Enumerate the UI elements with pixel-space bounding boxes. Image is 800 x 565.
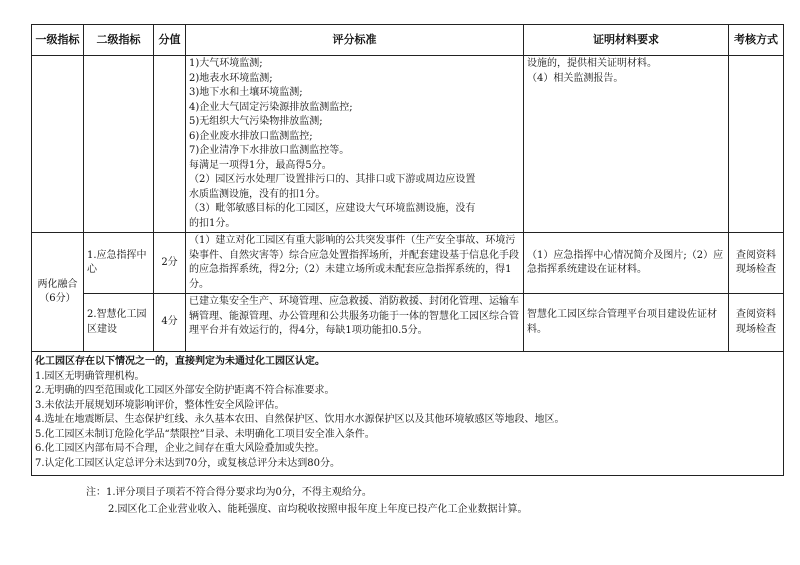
disqualify-row [32,352,784,476]
header-level2: 二级指标 [84,25,154,56]
disqualify-item: 1.园区无明确管理机构。 [35,370,145,382]
footnote-item: 2.园区化工企业营业收入、能耗强度、亩均税收按照申报年度上年度已投产化工企业数据计算。 [108,504,528,515]
level1-cell [32,233,84,352]
header-method: 考核方式 [729,25,784,56]
method-cell: 查阅资料现场检查 [729,294,784,352]
criteria-cell: 已建立集安全生产、环境管理、应急救援、消防救援、封闭化管理、运输车辆管理、能源管理、办公管理和公共服务功能于一体的智慧化工园区综合管理平台并有效运行的，得4分，每缺1项功能扣0.5分。 [186,294,524,352]
score-cell: 2分 [154,233,186,294]
criteria-line: 的扣1分。 [189,217,236,229]
header-score: 分值 [154,25,186,56]
table-row [32,233,784,294]
criteria-line: 1)大气环境监测; [189,58,263,69]
criteria-line: 4)企业大气固定污染源排放监测监控; [189,101,353,113]
criteria-line: 7)企业清净下水排放口监测监控等。 [189,145,350,156]
disqualify-item: 5.化工园区未制订危险化学品“禁限控”目录、未明确化工项目安全准入条件。 [35,428,375,440]
disqualify-item: 3.未依法开展规划环境影响评价，整体性安全风险评估。 [35,399,285,411]
disqualify-item: 2.无明确的四至范围或化工园区外部安全防护距离不符合标准要求。 [35,385,335,396]
evaluation-table [31,24,784,476]
method-cell: 查阅资料现场检查 [729,233,784,294]
header-evidence: 证明材料要求 [524,25,729,56]
criteria-cell: （1）建立对化工园区有重大影响的公共突发事件（生产安全事故、环境污染事件、自然灾害等）综合应急处置指挥场所，并配套建设基于信息化手段的应急指挥系统，得2分;（2）未建立场所或未配套应急指挥系统的，得1分。 [186,233,524,294]
footnote-item: 1.评分项目子项若不符合得分要求均为0分，不得主观给分。 [106,487,372,498]
criteria-line: 每满足一项得1分，最高得5分。 [189,159,332,171]
evidence-cell [524,56,729,233]
criteria-line: （3）毗邻敏感目标的化工园区，应建设大气环境监测设施，没有 [189,203,476,214]
level2-cell: 1.应急指挥中心 [84,233,154,294]
criteria-line: 6)企业废水排放口监测监控; [189,130,313,142]
disqualify-item: 7.认定化工园区认定总评分未达到70分，或复核总评分未达到80分。 [35,457,340,469]
footnote-prefix: 注： [86,487,106,498]
criteria-line: 3)地下水和土壤环境监测; [189,87,303,98]
level1-score: （6分） [39,293,76,304]
table-row-continued [32,56,784,233]
table-row [32,294,784,352]
disqualify-heading: 化工园区存在以下情况之一的，直接判定为未通过化工园区认定。 [35,356,325,367]
footnote-line [86,484,528,501]
criteria-line: 水质监测设施，没有的扣1分。 [189,188,326,200]
disqualify-cell [32,352,784,476]
header-criteria: 评分标准 [186,25,524,56]
evidence-line: （4）相关监测报告。 [527,72,624,84]
score-cell: 4分 [154,294,186,352]
criteria-cell [186,56,524,233]
disqualify-item: 6.化工园区内部布局不合理，企业之间存在重大风险叠加或失控。 [35,443,325,454]
criteria-line: 2)地表水环境监测; [189,72,273,84]
level1-label: 两化融合 [37,278,78,290]
criteria-line: （2）园区污水处理厂设置排污口的、其排口或下游或周边应设置 [189,174,476,185]
disqualify-item: 4.选址在地震断层、生态保护红线、永久基本农田、自然保护区、饮用水水源保护区以及其他环境敏感区等地段、地区。 [35,414,565,425]
evidence-cell: （1）应急指挥中心情况简介及图片;（2）应急指挥系统建设在证材料。 [524,233,729,294]
evidence-cell: 智慧化工园区综合管理平台项目建设佐证材料。 [524,294,729,352]
table-header-row [32,25,784,56]
evidence-line: 设施的，提供相关证明材料。 [527,58,657,69]
footnotes [86,484,528,518]
level2-cell: 2.智慧化工园区建设 [84,294,154,352]
criteria-line: 5)无组织大气污染物排放监测; [189,116,323,127]
header-level1: 一级指标 [32,25,84,56]
